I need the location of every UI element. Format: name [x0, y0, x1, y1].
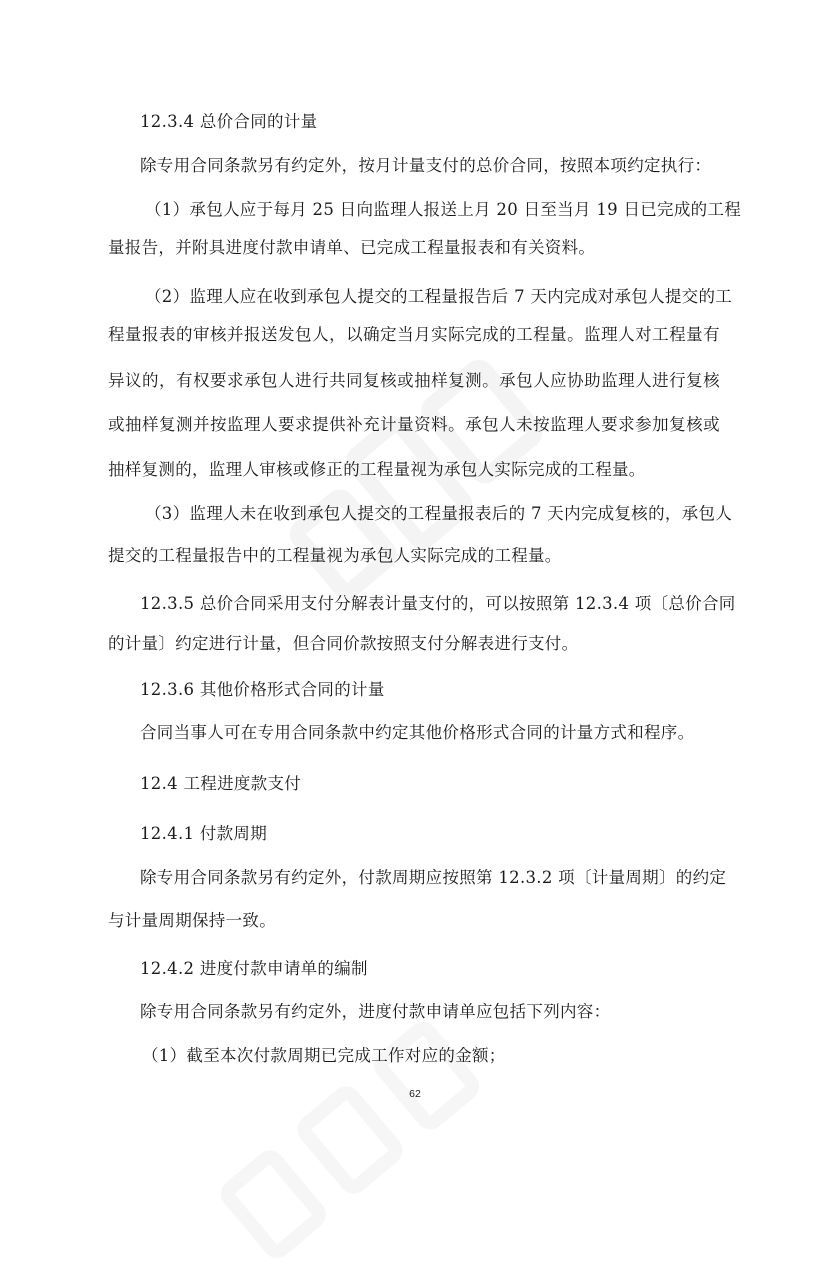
paragraph-line: 抽样复测的，监理人审核或修正的工程量视为承包人实际完成的工程量。 — [108, 460, 646, 479]
paragraph-line: 提交的工程量报告中的工程量视为承包人实际完成的工程量。 — [108, 546, 562, 565]
paragraph-line: 或抽样复测并按监理人要求提供补充计量资料。承包人未按监理人要求参加复核或 — [108, 415, 720, 434]
paragraph-line: 12.3.5 总价合同采用支付分解表计量支付的，可以按照第 12.3.4 项〔总价合同 — [140, 594, 736, 613]
paragraph-line: （1）截至本次付款周期已完成工作对应的金额； — [142, 1046, 506, 1065]
paragraph-line: 除专用合同条款另有约定外，进度付款申请单应包括下列内容： — [140, 1002, 611, 1021]
paragraph-line: 异议的，有权要求承包人进行共同复核或抽样复测。承包人应协助监理人进行复核 — [108, 371, 720, 390]
heading-12-4-2: 12.4.2 进度付款申请单的编制 — [140, 959, 368, 978]
heading-12-4-1: 12.4.1 付款周期 — [140, 824, 268, 843]
paragraph-line: 除专用合同条款另有约定外，付款周期应按照第 12.3.2 项〔计量周期〕的约定 — [140, 868, 727, 887]
paragraph-line: 除专用合同条款另有约定外，按月计量支付的总价合同，按照本项约定执行： — [140, 156, 712, 175]
heading-12-3-4: 12.3.4 总价合同的计量 — [140, 112, 318, 131]
heading-12-4: 12.4 工程进度款支付 — [140, 774, 302, 793]
paragraph-line: 程量报表的审核并报送发包人，以确定当月实际完成的工程量。监理人对工程量有 — [108, 325, 720, 344]
paragraph-line: 合同当事人可在专用合同条款中约定其他价格形式合同的计量方式和程序。 — [140, 723, 695, 742]
page-number: 62 — [409, 1088, 421, 1100]
paragraph-line: 的计量〕约定进行计量，但合同价款按照支付分解表进行支付。 — [108, 634, 579, 653]
paragraph-line: 与计量周期保持一致。 — [108, 911, 276, 930]
heading-12-3-6: 12.3.6 其他价格形式合同的计量 — [140, 680, 385, 699]
paragraph-line: （1）承包人应于每月 25 日向监理人报送上月 20 日至当月 19 日已完成的工程 — [145, 200, 742, 219]
paragraph-line: （3）监理人未在收到承包人提交的工程量报表后的 7 天内完成复核的，承包人 — [145, 504, 733, 523]
watermark-logo-secondary — [197, 998, 504, 1282]
paragraph-line: （2）监理人应在收到承包人提交的工程量报告后 7 天内完成对承包人提交的工 — [145, 287, 733, 306]
paragraph-line: 量报告，并附具进度付款申请单、已完成工程量报表和有关资料。 — [108, 238, 596, 257]
